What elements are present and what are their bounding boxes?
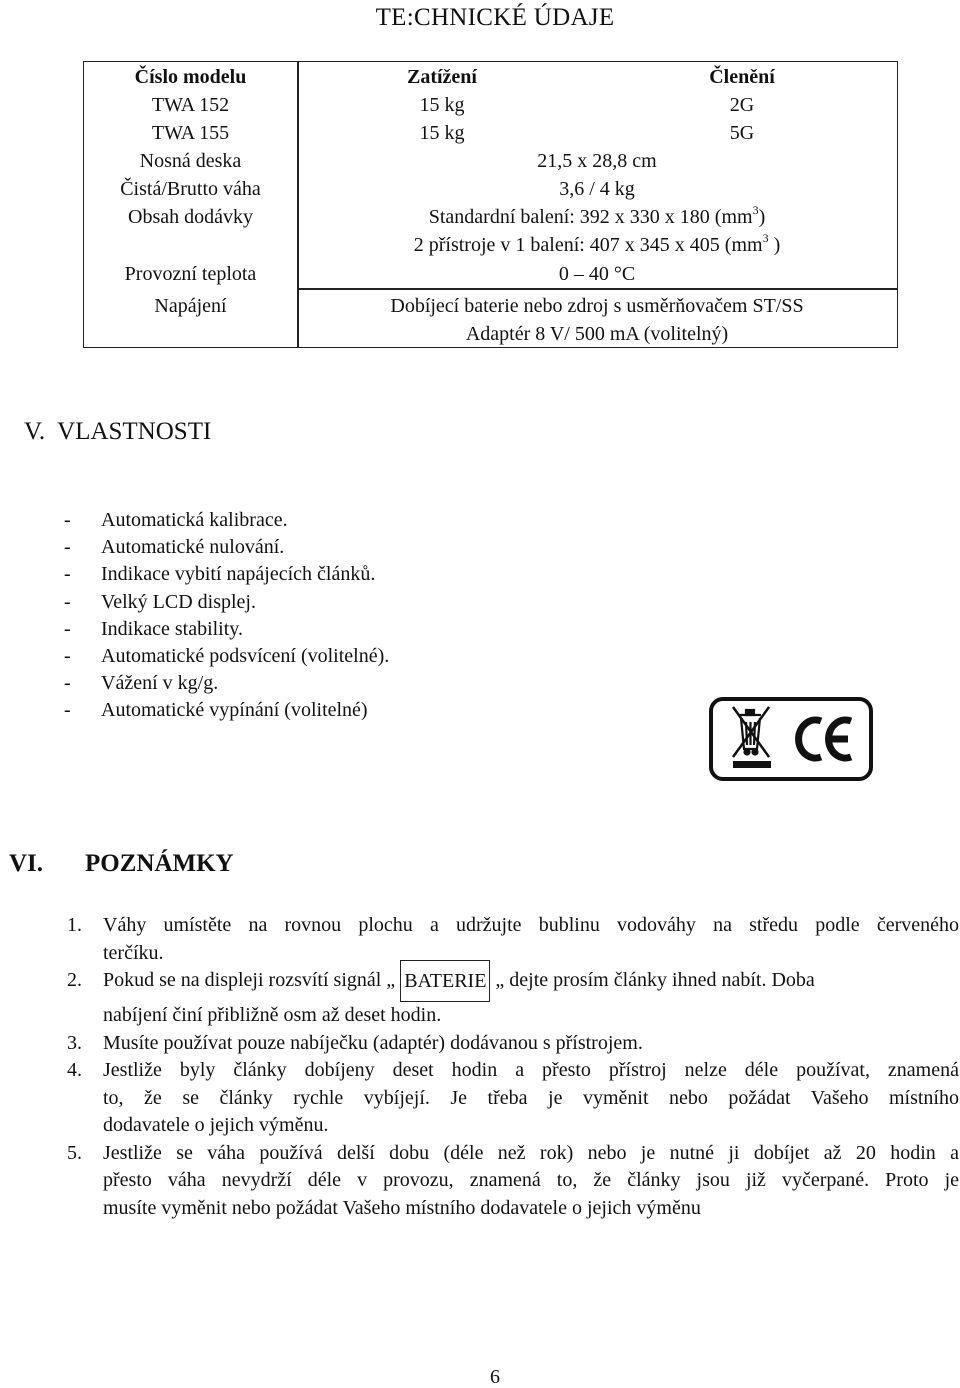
model-label: TWA 155 [151,122,230,144]
list-item: 2. Pokud se na displeji rozsvítí signál „ BATERIE „ dejte prosím články ihned nabít. Doba nabíjení činí přibližně osm až deset hodin. [67,967,959,1030]
header-division: Členění [709,66,775,88]
page-title: TE:CHNICKÉ ÚDAJE [375,4,615,31]
certification-logo [709,697,873,781]
list-item: 3. Musíte používat pouze nabíječku (adaptér) dodávanou s přístrojem. [67,1031,643,1054]
list-item: 1. Váhy umístěte na rovnou plochu a udržujte bublinu vodováhy na středu podle červeného terčíku. [67,914,959,964]
division-value: 2G [729,94,755,116]
list-item: - Velký LCD displej. [64,590,256,613]
list-item: - Automatické podsvícení (volitelné). [64,644,390,667]
battery-signal-box: BATERIE [400,960,490,1002]
header-model: Číslo modelu [134,66,247,88]
load-value: 15 kg [419,122,465,144]
list-item: 5. Jestliže se váha používá delší dobu (déle než rok) nebo je nutné ji dobíjet až 20 hodin a přesto váha nevydrží déle v provozu, znamená to, že články jsou již vyčerpané. Proto je musíte vyměnit nebo požádat Vašeho místního dodavatele o jejich výměnu [67,1141,959,1219]
table-divider [297,288,897,290]
notes-section-number: VI. [9,850,44,877]
page-number: 6 [490,1366,500,1388]
ce-mark-icon [713,701,869,777]
delivery-value: Standardní balení: 392 x 330 x 180 $(mm^3)$ [428,203,766,228]
notes-list [67,912,959,1222]
notes-heading: POZNÁMKY [85,850,234,877]
list-item: - Vážení v kg/g. [64,672,219,695]
power-value: Adaptér 8 V/ 500 mA (volitelný) [465,323,729,345]
delivery-value: 2 přístroje v 1 balení: 407 x 345 x 405 ($mm^3$ ) [413,231,781,256]
features-heading: V. VLASTNOSTI [24,418,212,445]
weight-label: Čistá/Brutto váha [120,178,261,200]
list-item: - Indikace stability. [64,617,243,640]
list-item: - Indikace vybití napájecích článků. [64,563,376,586]
division-value: 5G [729,122,755,144]
spec-table [83,61,898,348]
platform-label: Nosná deska [139,150,242,172]
load-value: 15 kg [419,94,465,116]
temperature-label: Provozní teplota [124,263,257,285]
features-list [64,507,389,725]
model-label: TWA 152 [151,94,230,116]
list-item: 4. Jestliže byly články dobíjeny deset hodin a přesto přístroj nelze déle používat, znamená to, že se články rychle vybíjejí. Je třeba je vyměnit nebo požádat Vašeho místního dodavatele o jejich výměnu. [67,1059,959,1136]
weight-value: 3,6 / 4 kg [559,178,635,200]
list-item: - Automatické vypínání (volitelné) [64,699,368,722]
delivery-label: Obsah dodávky [128,206,253,228]
power-label: Napájení [154,295,227,317]
list-item: - Automatická kalibrace. [64,509,288,531]
list-item: - Automatické nulování. [64,536,285,559]
header-load: Zatížení [407,66,477,88]
platform-value: 21,5 x 28,8 cm [537,150,657,172]
temperature-value: 0 – 40 °C [558,263,636,285]
power-value: Dobíjecí baterie nebo zdroj s usměrňovačem ST/SS [390,295,804,317]
